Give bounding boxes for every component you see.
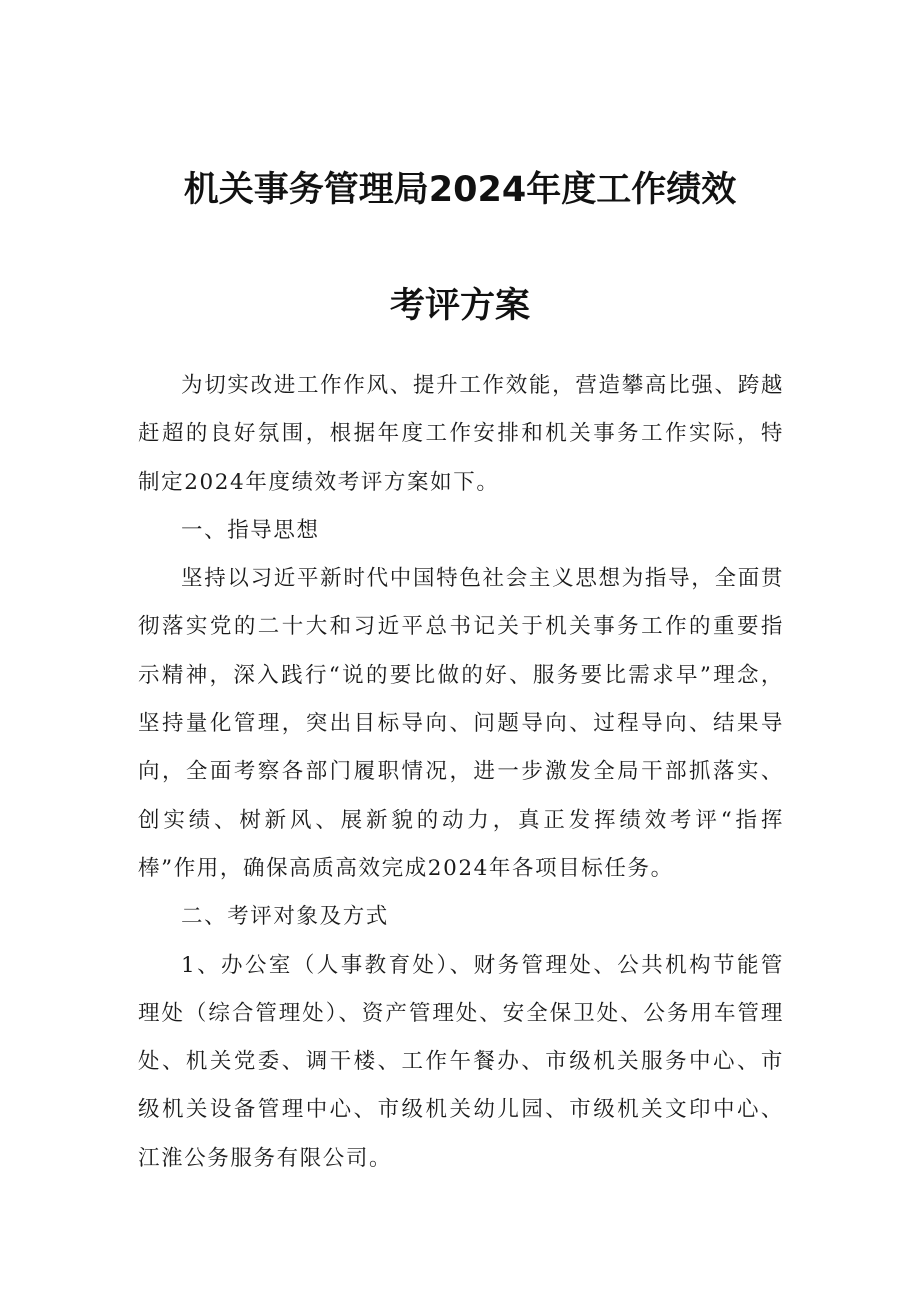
intro-paragraph: 为切实改进工作作风、提升工作效能，营造攀高比强、跨越赶超的良好氛围，根据年度工作安排和机关事务工作实际，特制定2024年度绩效考评方案如下。 bbox=[138, 373, 784, 495]
document-title-line-1: 机关事务管理局2024年度工作绩效 bbox=[183, 170, 737, 210]
evaluation-targets-paragraph: 1、办公室（人事教育处）、财务管理处、公共机构节能管理处（综合管理处）、资产管理处、安全保卫处、公务用车管理处、机关党委、调干楼、工作午餐办、市级机关服务中心、市级机关设备管理中心、市级机关幼儿园、市级机关文印中心、江淮公务服务有限公司。 bbox=[138, 952, 784, 1171]
document-title-line-2: 考评方案 bbox=[389, 286, 530, 326]
guiding-thought-paragraph: 坚持以习近平新时代中国特色社会主义思想为指导，全面贯彻落实党的二十大和习近平总书记关于机关事务工作的重要指示精神，深入践行“说的要比做的好、服务要比需求早”理念，坚持量化管理，突出目标导向、问题导向、过程导向、结果导向，全面考察各部门履职情况，进一步激发全局干部抓落实、创实绩、树新风、展新貌的动力，真正发挥绩效考评“指挥棒”作用，确保高质高效完成2024年各项目标任务。 bbox=[138, 566, 784, 881]
section-heading-evaluation-targets: 二、考评对象及方式 bbox=[181, 904, 389, 930]
document-body bbox=[138, 362, 784, 1183]
section-heading-guiding-thought: 一、指导思想 bbox=[181, 517, 320, 543]
